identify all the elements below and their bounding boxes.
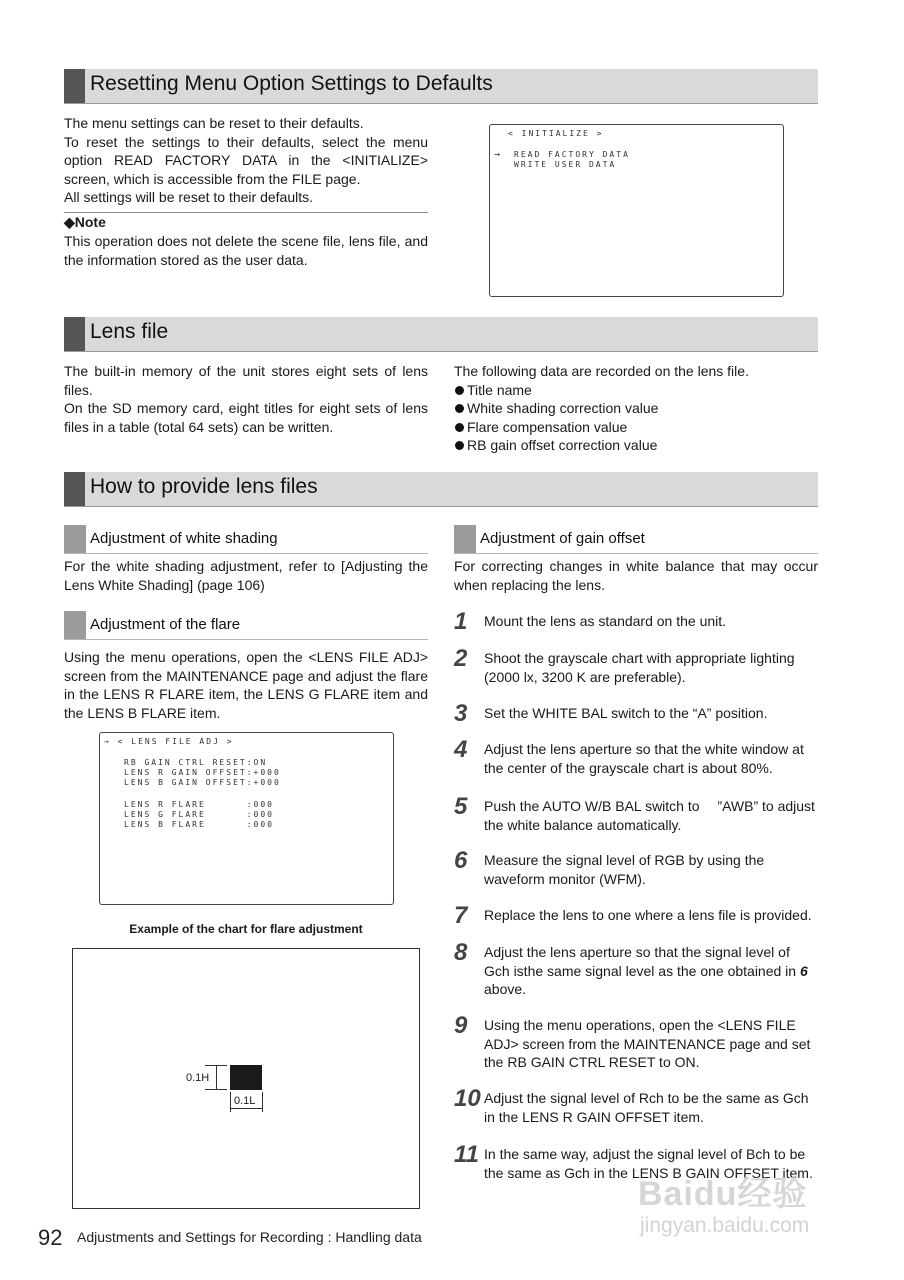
initialize-screen xyxy=(489,124,784,297)
dimension-line xyxy=(262,1092,263,1112)
section-header-how-to xyxy=(64,472,818,507)
step-number: 7 xyxy=(454,902,468,929)
screen-line: LENS B FLARE :000 xyxy=(124,820,274,829)
list-item: RB gain offset correction value xyxy=(454,436,818,455)
menu-item-write-user-data: WRITE USER DATA xyxy=(514,160,617,169)
dimension-line xyxy=(231,1108,262,1109)
paragraph: On the SD memory card, eight titles for eight sets of lens files in a table (total 64 sets) can be written. xyxy=(64,400,428,435)
paragraph: The menu settings can be reset to their defaults. xyxy=(64,115,364,131)
section-header-resetting xyxy=(64,69,818,104)
step-text: Push the AUTO W/B BAL switch to ”AWB” to adjust the white balance automatically. xyxy=(484,798,815,833)
screen-title: → < LENS FILE ADJ > xyxy=(104,737,234,746)
section-title: How to provide lens files xyxy=(90,475,318,498)
step-number: 4 xyxy=(454,736,468,763)
note-label: ◆Note xyxy=(64,214,106,230)
list-item: Title name xyxy=(454,381,818,400)
flare-text: Using the menu operations, open the <LENS FILE ADJ> screen from the MAINTENANCE page and adjust the flare in the LENS R FLARE item, the LENS G FLARE item and the LENS B FLARE item. xyxy=(64,649,428,721)
height-label: 0.1H xyxy=(186,1072,210,1084)
section-marker xyxy=(64,472,85,506)
step-text: Shoot the grayscale chart with appropriate lighting (2000 lx, 3200 K are preferable). xyxy=(484,650,795,685)
screen-line: LENS R FLARE :000 xyxy=(124,800,274,809)
paragraph: The following data are recorded on the lens file. xyxy=(454,363,749,379)
step-text: Adjust the lens aperture so that the white window at the center of the grayscale chart is about 80%. xyxy=(484,741,804,776)
resetting-body xyxy=(64,114,428,207)
bullet-list xyxy=(454,381,818,455)
dimension-line xyxy=(216,1066,217,1089)
screen-title: < INITIALIZE > xyxy=(508,129,604,138)
note-text: This operation does not delete the scene file, lens file, and the information stored as the user data. xyxy=(64,233,428,268)
step-number: 2 xyxy=(454,645,468,672)
step-text: Adjust the lens aperture so that the signal level of Gch isthe same signal level as the one obtained in 6 above. xyxy=(484,944,808,997)
subheader-gain-offset xyxy=(454,525,818,554)
step-number: 11 xyxy=(454,1141,479,1168)
subsection-marker xyxy=(454,525,476,553)
arrow-icon: → xyxy=(494,149,501,160)
dimension-line xyxy=(230,1092,231,1112)
section-title: Resetting Menu Option Settings to Defaults xyxy=(90,72,493,95)
paragraph: To reset the settings to their defaults, select the menu option READ FACTORY DATA in the <INITIALIZE> screen, which is accessible from the FILE page. xyxy=(64,133,428,187)
step-text: Adjust the signal level of Rch to be the same as Gch in the LENS R GAIN OFFSET item. xyxy=(484,1090,809,1125)
section-marker xyxy=(64,317,85,351)
list-item: White shading correction value xyxy=(454,399,818,418)
paragraph: The built-in memory of the unit stores eight sets of lens files. xyxy=(64,363,428,398)
footer-text: Adjustments and Settings for Recording : Handling data xyxy=(77,1229,422,1245)
step-text: Set the WHITE BAL switch to the “A” position. xyxy=(484,705,768,721)
lens-file-right-text xyxy=(454,362,818,455)
subsection-marker xyxy=(64,525,86,553)
bullet-icon xyxy=(455,404,464,413)
width-label: 0.1L xyxy=(234,1095,256,1107)
paragraph: All settings will be reset to their defaults. xyxy=(64,189,314,205)
step-number: 10 xyxy=(454,1085,481,1112)
watermark-logo: Baidu经验 xyxy=(638,1175,808,1213)
step-number: 5 xyxy=(454,793,468,820)
subheader-flare xyxy=(64,611,428,640)
white-shading-text: For the white shading adjustment, refer to [Adjusting the Lens White Shading] (page 106) xyxy=(64,558,428,593)
section-title: Lens file xyxy=(90,320,169,343)
subsection-title: Adjustment of the flare xyxy=(90,616,241,633)
section-marker xyxy=(64,69,85,103)
list-item: Flare compensation value xyxy=(454,418,818,437)
screen-line: LENS R GAIN OFFSET:+000 xyxy=(124,768,281,777)
watermark-url: jingyan.baidu.com xyxy=(640,1214,810,1237)
page-number: 92 xyxy=(38,1225,63,1250)
dimension-line xyxy=(205,1089,227,1090)
divider xyxy=(64,212,428,213)
screen-line: LENS G FLARE :000 xyxy=(124,810,274,819)
step-number: 9 xyxy=(454,1012,468,1039)
gain-offset-text: For correcting changes in white balance that may occur when replacing the lens. xyxy=(454,558,818,593)
screen-line: LENS B GAIN OFFSET:+000 xyxy=(124,778,281,787)
subheader-white-shading xyxy=(64,525,428,554)
step-text: Measure the signal level of RGB by using the waveform monitor (WFM). xyxy=(484,852,765,887)
subsection-title: Adjustment of gain offset xyxy=(480,530,645,547)
bullet-icon xyxy=(455,423,464,432)
step-reference: 6 xyxy=(799,962,808,979)
step-text: Mount the lens as standard on the unit. xyxy=(484,613,727,629)
section-header-lens-file xyxy=(64,317,818,352)
flare-chart-frame xyxy=(72,948,420,1209)
lens-file-adj-screen xyxy=(99,732,394,905)
bullet-icon xyxy=(455,441,464,450)
step-number: 6 xyxy=(454,847,468,874)
subsection-marker xyxy=(64,611,86,639)
step-number: 1 xyxy=(454,608,468,635)
menu-item-read-factory-data: READ FACTORY DATA xyxy=(514,150,630,159)
step-text: Using the menu operations, open the <LENS FILE ADJ> screen from the MAINTENANCE page and set the RB GAIN CTRL RESET to ON. xyxy=(484,1017,811,1070)
black-window xyxy=(230,1065,262,1090)
step-number: 8 xyxy=(454,939,468,966)
subsection-title: Adjustment of white shading xyxy=(90,530,278,547)
step-number: 3 xyxy=(454,700,468,727)
bullet-icon xyxy=(455,386,464,395)
step-text: Replace the lens to one where a lens file is provided. xyxy=(484,907,812,923)
screen-line: RB GAIN CTRL RESET:ON xyxy=(124,758,268,767)
lens-file-left-text xyxy=(64,362,428,436)
chart-caption: Example of the chart for flare adjustment xyxy=(129,922,363,936)
step-text: In the same way, adjust the signal level of Bch to be the same as Gch in the LENS B GAIN OFFSET item. xyxy=(484,1146,813,1181)
